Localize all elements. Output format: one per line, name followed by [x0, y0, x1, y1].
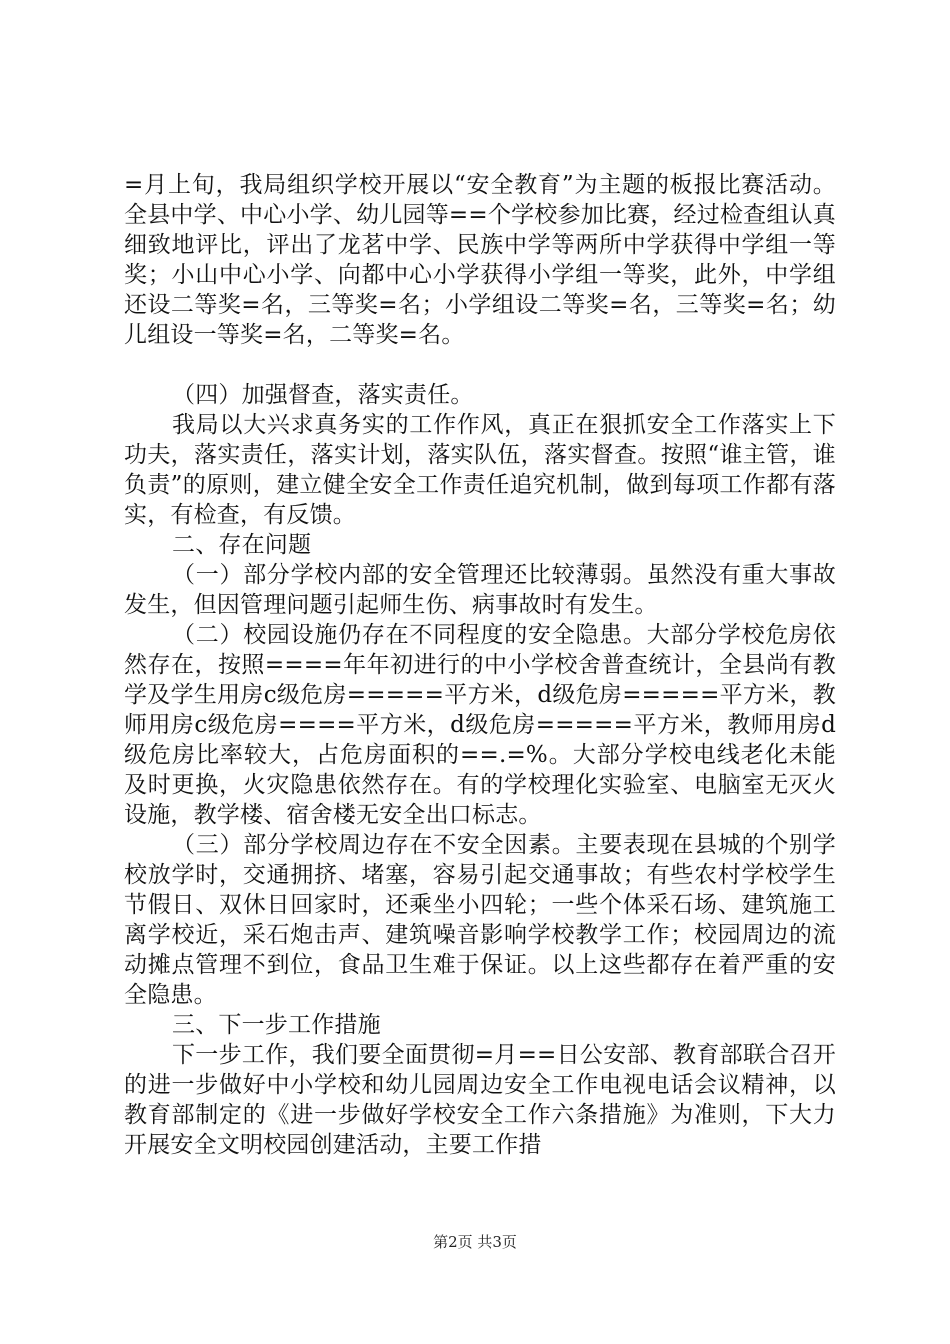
paragraph-supervision: 我局以大兴求真务实的工作作风，真正在狠抓安全工作落实上下功夫，落实责任，落实计划，落实队伍，落实督查。按照“谁主管，谁负责”的原则，建立健全安全工作责任追究机制，做到每项工作都有落实，有检查，有反馈。 [124, 412, 836, 528]
page-number-label: 第2页 共3页 [433, 1233, 517, 1251]
document-body [124, 170, 836, 1160]
paragraph-next-steps: 下一步工作，我们要全面贯彻=月==日公安部、教育部联合召开的进一步做好中小学校和幼儿园周边安全工作电视电话会议精神，以教育部制定的《进一步做好学校安全工作六条措施》为准则，下大力开展安全文明校园创建活动，主要工作措 [124, 1042, 836, 1158]
paragraph-board-contest: =月上旬，我局组织学校开展以“安全教育”为主题的板报比赛活动。全县中学、中心小学、幼儿园等==个学校参加比赛，经过检查组认真细致地评比，评出了龙茗中学、民族中学等两所中学获得中学组一等奖；小山中心小学、向都中心小学获得小学组一等奖，此外，中学组还设二等奖=名，三等奖=名；小学组设二等奖=名，三等奖=名；幼儿组设一等奖=名，二等奖=名。 [124, 172, 836, 348]
page-footer [0, 1232, 950, 1252]
paragraph-problem-1: （一）部分学校内部的安全管理还比较薄弱。虽然没有重大事故发生，但因管理问题引起师生伤、病事故时有发生。 [124, 562, 836, 618]
heading-supervision: （四）加强督查，落实责任。 [172, 382, 474, 408]
paragraph-problem-3: （三）部分学校周边存在不安全因素。主要表现在县城的个别学校放学时，交通拥挤、堵塞，容易引起交通事故；有些农村学校学生节假日、双休日回家时，还乘坐小四轮；一些个体采石场、建筑施工离学校近，采石炮击声、建筑噪音影响学校教学工作；校园周边的流动摊点管理不到位，食品卫生难于保证。以上这些都存在着严重的安全隐患。 [124, 832, 836, 1008]
heading-next-steps: 三、下一步工作措施 [172, 1012, 381, 1038]
paragraph-spacer [124, 350, 836, 380]
heading-existing-problems: 二、存在问题 [172, 532, 312, 558]
paragraph-problem-2: （二）校园设施仍存在不同程度的安全隐患。大部分学校危房依然存在，按照====年年初进行的中小学校舍普查统计，全县尚有教学及学生用房c级危房=====平方米，d级危房=====平方米，教师用房c级危房====平方米，d级危房=====平方米，教师用房d级危房比率较大，占危房面积的==.=%。大部分学校电线老化未能及时更换，火灾隐患依然存在。有的学校理化实验室、电脑室无灭火设施，教学楼、宿舍楼无安全出口标志。 [124, 622, 836, 828]
